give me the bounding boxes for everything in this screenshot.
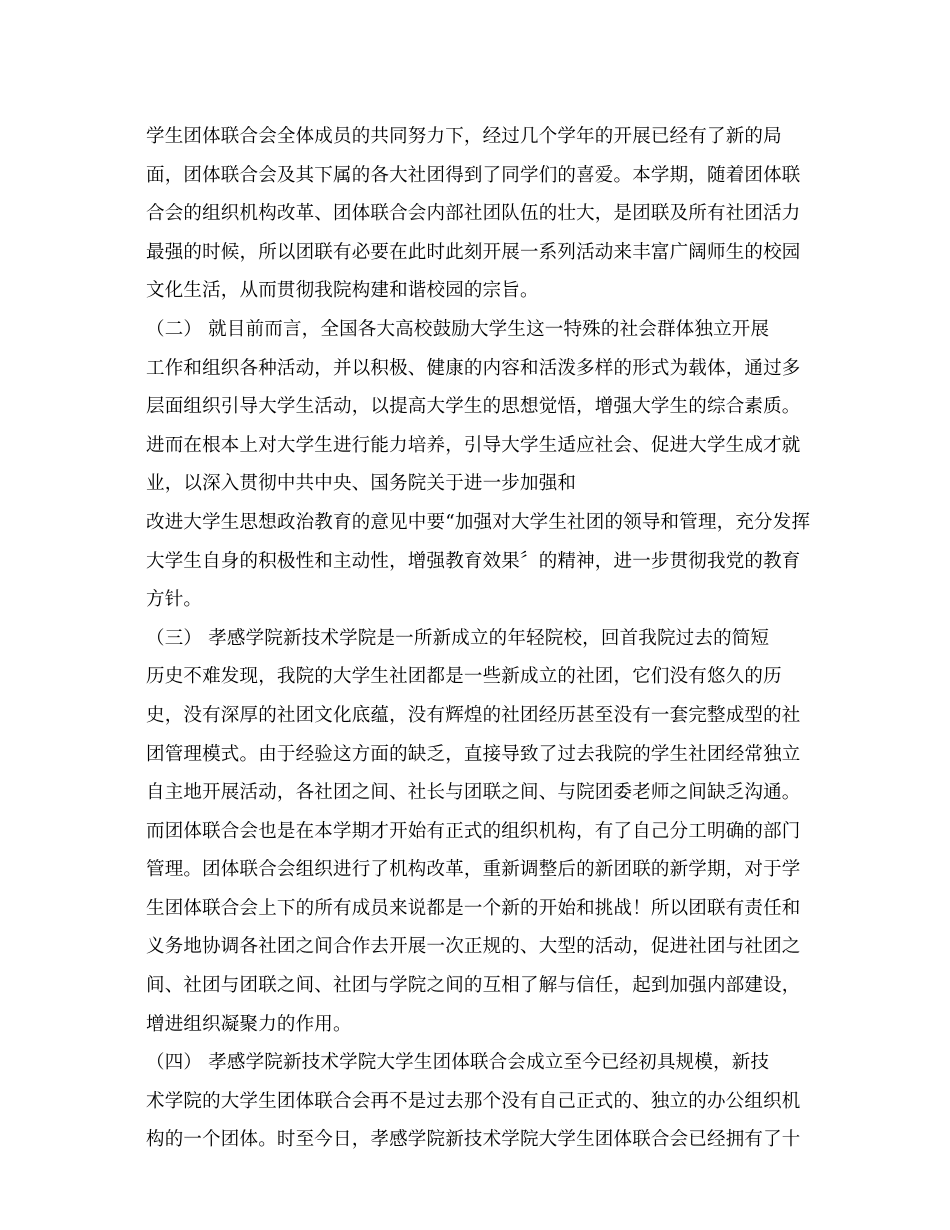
text-line: 改进大学生思想政治教育的意见中要“加强对大学生社团的领导和管理，充分发挥 — [146, 511, 811, 533]
text-line: 生团体联合会上下的所有成员来说都是一个新的开始和挑战！所以团联有责任和 — [146, 897, 801, 919]
text-line: 进而在根本上对大学生进行能力培养，引导大学生适应社会、促进大学生成才就 — [146, 434, 801, 456]
text-line: 义务地协调各社团之间合作去开展一次正规的、大型的活动，促进社团与社团之 — [146, 936, 801, 958]
text-line: 工作和组织各种活动，并以积极、健康的内容和活泼多样的形式为载体，通过多 — [146, 357, 801, 379]
text-line: 术学院的大学生团体联合会再不是过去那个没有自己正式的、独立的办公组织机 — [146, 1090, 801, 1112]
text-line: 方针。 — [146, 589, 203, 611]
text-line: 而团体联合会也是在本学期才开始有正式的组织机构，有了自己分工明确的部门 — [146, 820, 801, 842]
text-line: 增进组织凝聚力的作用。 — [146, 1013, 352, 1035]
text-line: 管理。团体联合会组织进行了机构改革，重新调整后的新团联的新学期，对于学 — [146, 859, 801, 881]
text-line: 学生团体联合会全体成员的共同努力下，经过几个学年的开展已经有了新的局 — [146, 126, 782, 147]
text-line: 构的一个团体。时至今日，孝感学院新技术学院大学生团体联合会已经拥有了十 — [146, 1129, 801, 1151]
text-line: 文化生活，从而贯彻我院构建和谐校园的宗旨。 — [146, 280, 539, 302]
section-heading-line: （四） 孝感学院新技术学院大学生团体联合会成立至今已经初具规模，新技 — [146, 1052, 770, 1074]
section-heading-line: （二） 就目前而言，全国各大高校鼓励大学生这一特殊的社会群体独立开展 — [146, 318, 770, 340]
section-heading-line: （三） 孝感学院新技术学院是一所新成立的年轻院校，回首我院过去的简短 — [146, 627, 770, 649]
text-line: 历史不难发现，我院的大学生社团都是一些新成立的社团，它们没有悠久的历 — [146, 666, 782, 688]
text-line: 层面组织引导大学生活动，以提高大学生的思想觉悟，增强大学生的综合素质。 — [146, 396, 801, 418]
text-line: 间、社团与团联之间、社团与学院之间的互相了解与信任，起到加强内部建设， — [146, 975, 801, 997]
text-line: 面，团体联合会及其下属的各大社团得到了同学们的喜爱。本学期，随着团体联 — [146, 164, 801, 186]
text-line: 最强的时候，所以团联有必要在此时此刻开展一系列活动来丰富广阔师生的校园 — [146, 241, 801, 263]
text-line: 自主地开展活动，各社团之间、社长与团联之间、与院团委老师之间缺乏沟通。 — [146, 782, 801, 804]
text-line: 业，以深入贯彻中共中央、国务院关于进一步加强和 — [146, 473, 577, 495]
body-text — [146, 118, 811, 1160]
text-line: 合会的组织机构改革、团体联合会内部社团队伍的壮大，是团联及所有社团活力 — [146, 203, 801, 225]
text-line: 大学生自身的积极性和主动性，增强教育效果〞的精神，进一步贯彻我党的教育 — [146, 550, 801, 572]
text-line: 史，没有深厚的社团文化底蕴，没有辉煌的社团经历甚至没有一套完整成型的社 — [146, 704, 801, 726]
text-line: 团管理模式。由于经验这方面的缺乏，直接导致了过去我院的学生社团经常独立 — [146, 743, 801, 765]
